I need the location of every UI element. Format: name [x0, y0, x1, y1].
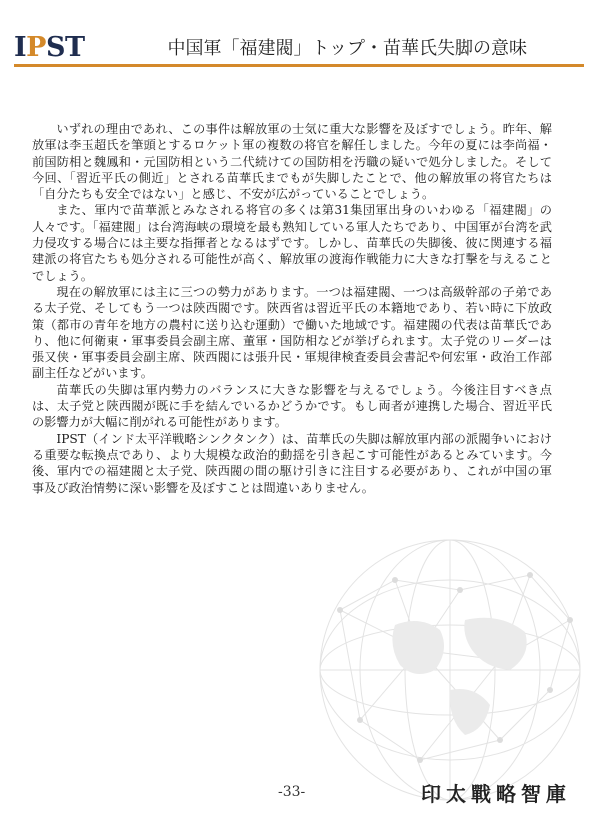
paragraph: 現在の解放軍には主に三つの勢力があります。一つは福建閥、一つは高級幹部の子弟である太子党、そしてもう一つは陝西閥です。陝西省は習近平氏の本籍地であり、若い時に下放政策（都市の青年を地方の農村に送り込む運動）で働いた地域です。福建閥の代表は苗華氏であり、他に何衛東・軍事委員会副主席、董軍・国防相などが挙げられます。太子党のリーダーは張又侠・軍事委員会副主席、陝西閥には張升民・軍規律検査委員会書記や何宏軍・政治工作部副主任などがいます。 [32, 284, 552, 381]
ipst-logo: IPST [14, 32, 85, 63]
paragraph: IPST（インド太平洋戦略シンクタンク）は、苗華氏の失脚は解放軍内部の派閥争いにおける重要な転換点であり、より大規模な政治的動揺を引き起こす可能性があるとみています。今後、軍内での福建閥と太子党、陝西閥の間の駆け引きに注目する必要があり、これが中国の軍事及び政治情勢に深い影響を及ぼすことは間違いありません。 [32, 431, 552, 495]
paragraph: いずれの理由であれ、この事件は解放軍の士気に重大な影響を及ぼすでしょう。昨年、解放軍は李玉超氏を筆頭とするロケット軍の複数の将官を解任しました。今年の夏には李尚福・前国防相と魏鳳和・元国防相という二代続けての国防相を汚職の疑いで処分しました。そして今回、「習近平氏の側近」とされる苗華氏までもが失脚したことで、他の解放軍の将官たちは「自分たちも安全ではない」と感じ、不安が広がっていることでしょう。 [32, 122, 552, 202]
article-body [32, 121, 552, 496]
page-number: -33- [278, 784, 306, 800]
brand-name: 印太戰略智庫 [421, 782, 571, 806]
page-header [0, 0, 589, 70]
paragraph: 苗華氏の失脚は軍内勢力のバランスに大きな影響を与えるでしょう。今後注目すべき点は、太子党と陝西閥が既に手を結んでいるかどうかです。もし両者が連携した場合、習近平氏の影響力が大幅に削がれる可能性があります。 [32, 382, 552, 430]
globe-watermark-icon [300, 520, 589, 820]
page-title: 中国軍「福建閥」トップ・苗華氏失脚の意味 [167, 38, 527, 59]
header-divider [14, 64, 584, 67]
paragraph: また、軍内で苗華派とみなされる将官の多くは第31集団軍出身のいわゆる「福建閥」の人々です。「福建閥」は台湾海峡の環境を最も熟知している軍人たちであり、中国軍が台湾を武力侵攻する場合には主要な指揮者となるはずです。しかし、苗華氏の失脚後、彼に関連する福建派の将官たちも処分される可能性が高く、解放軍の渡海作戦能力に大きな打撃を与えることでしょう。 [32, 203, 552, 283]
